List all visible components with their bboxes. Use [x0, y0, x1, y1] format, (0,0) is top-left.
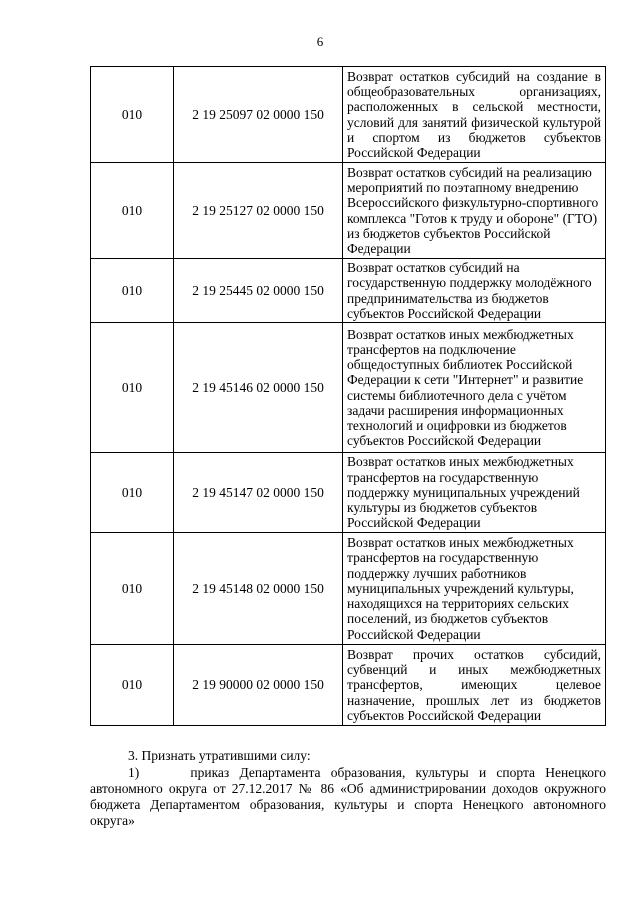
- revenue-name-cell: Возврат остатков субсидий на создание в общеобразовательных организациях, расположенных в сельской местности, условий для занятий физической культурой и спортом из бюджетов субъектов Российской Федерации: [343, 67, 606, 163]
- revenue-code-cell: 2 19 45147 02 0000 150: [174, 453, 343, 533]
- revenue-code-cell: 2 19 25127 02 0000 150: [174, 163, 343, 259]
- page-number: 6: [316, 34, 324, 49]
- table-row: [91, 453, 606, 533]
- table-row: [91, 259, 606, 323]
- admin-code-cell: 010: [91, 259, 174, 323]
- revenue-name-cell: Возврат остатков иных межбюджетных трансфертов на государственную поддержку лучших работников муниципальных учреждений культуры, находящихся на территориях сельских поселений, из бюджетов субъектов Российской Федерации: [343, 533, 606, 645]
- admin-code-cell: 010: [91, 323, 174, 453]
- revenue-codes-table: [90, 66, 606, 726]
- revenue-code-cell: 2 19 90000 02 0000 150: [174, 645, 343, 726]
- admin-code-cell: 010: [91, 163, 174, 259]
- table-row: [91, 67, 606, 163]
- admin-code-cell: 010: [91, 645, 174, 726]
- revenue-name-cell: Возврат остатков иных межбюджетных трансфертов на подключение общедоступных библиотек Российской Федерации к сети "Интернет" и развитие системы библиотечного дела с учётом задачи расширения информационных технологий и оцифровки из бюджетов субъектов Российской Федерации: [343, 323, 606, 453]
- revenue-code-cell: 2 19 45148 02 0000 150: [174, 533, 343, 645]
- table-row: [91, 323, 606, 453]
- revenue-name-cell: Возврат остатков иных межбюджетных трансфертов на государственную поддержку муниципальных учреждений культуры из бюджетов субъектов Российской Федерации: [343, 453, 606, 533]
- admin-code-cell: 010: [91, 533, 174, 645]
- revenue-name-cell: Возврат остатков субсидий на государственную поддержку молодёжного предпринимательства из бюджетов субъектов Российской Федерации: [343, 259, 606, 323]
- admin-code-cell: 010: [91, 453, 174, 533]
- table-row: [91, 533, 606, 645]
- item-3-heading: 3. Признать утратившими силу:: [128, 748, 311, 763]
- item-3-1-paragraph: 1) приказ Департамента образования, культуры и спорта Ненецкого автономного округа от 27.12.2017 № 86 «Об администрировании доходов окружного бюджета Департаментом образования, культуры и спорта Ненецкого автономного округа»: [90, 765, 606, 828]
- table-row: [91, 645, 606, 726]
- table-row: [91, 163, 606, 259]
- revenue-code-cell: 2 19 45146 02 0000 150: [174, 323, 343, 453]
- revenue-code-cell: 2 19 25445 02 0000 150: [174, 259, 343, 323]
- admin-code-cell: 010: [91, 67, 174, 163]
- revenue-code-cell: 2 19 25097 02 0000 150: [174, 67, 343, 163]
- revenue-name-cell: Возврат остатков субсидий на реализацию мероприятий по поэтапному внедрению Всероссийского физкультурно-спортивного комплекса "Готов к труду и обороне" (ГТО) из бюджетов субъектов Российской Федерации: [343, 163, 606, 259]
- revenue-name-cell: Возврат прочих остатков субсидий, субвенций и иных межбюджетных трансфертов, имеющих целевое назначение, прошлых лет из бюджетов субъектов Российской Федерации: [343, 645, 606, 726]
